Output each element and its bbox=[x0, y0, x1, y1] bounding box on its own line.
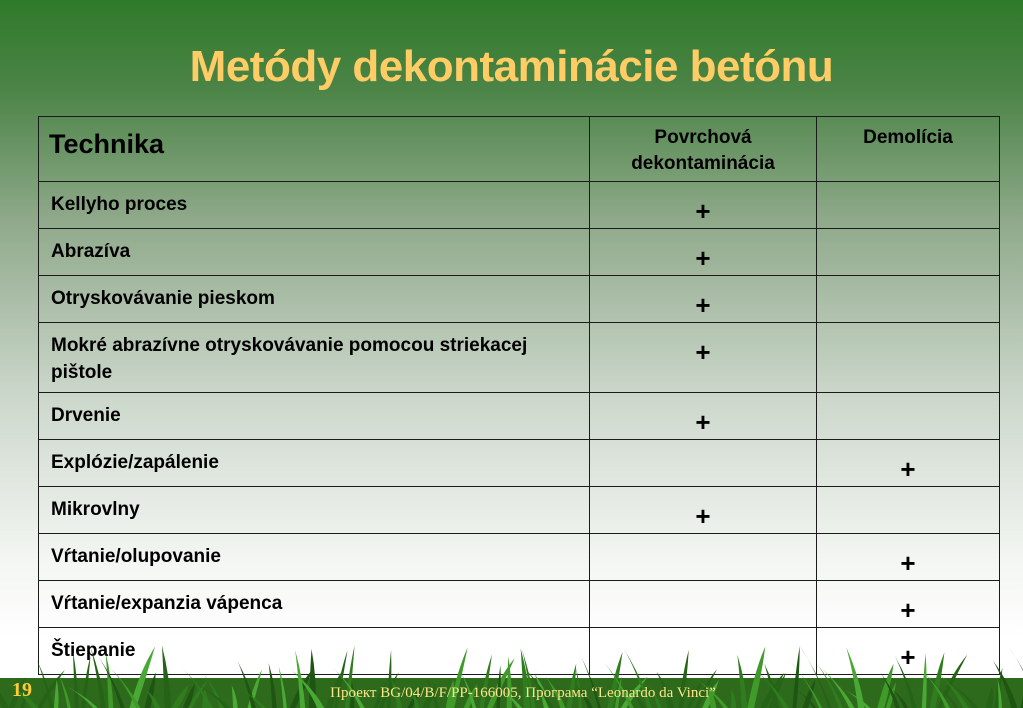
technique-cell: Štiepanie bbox=[39, 628, 590, 675]
technique-cell: Vŕtanie/expanzia vápenca bbox=[39, 581, 590, 628]
table-row bbox=[39, 440, 1000, 487]
table-row bbox=[39, 182, 1000, 229]
header-technique: Technika bbox=[39, 117, 590, 182]
surface-mark: + bbox=[590, 276, 817, 323]
surface-mark: + bbox=[590, 487, 817, 534]
demolition-mark bbox=[817, 393, 1000, 440]
demolition-mark: + bbox=[817, 628, 1000, 675]
demolition-mark: + bbox=[817, 581, 1000, 628]
technique-cell: Mikrovlny bbox=[39, 487, 590, 534]
slide-title: Metódy dekontaminácie betónu bbox=[189, 42, 834, 91]
technique-cell: Kellyho proces bbox=[39, 182, 590, 229]
header-surface-line1: Povrchová bbox=[654, 127, 752, 148]
technique-cell: Otryskovávanie pieskom bbox=[39, 276, 590, 323]
table-row bbox=[39, 229, 1000, 276]
surface-mark bbox=[590, 534, 817, 581]
technique-cell: Vŕtanie/olupovanie bbox=[39, 534, 590, 581]
demolition-mark bbox=[817, 276, 1000, 323]
table-row bbox=[39, 534, 1000, 581]
demolition-mark bbox=[817, 323, 1000, 393]
surface-mark: + bbox=[590, 229, 817, 276]
table-row bbox=[39, 276, 1000, 323]
demolition-mark bbox=[817, 229, 1000, 276]
technique-cell: Explózie/zapálenie bbox=[39, 440, 590, 487]
table-row bbox=[39, 487, 1000, 534]
table-row bbox=[39, 581, 1000, 628]
demolition-mark bbox=[817, 487, 1000, 534]
footer-text: Проект BG/04/B/F/PP-166005, Програма “Leonardo da Vinci” bbox=[330, 685, 716, 701]
table-row bbox=[39, 323, 1000, 393]
decontamination-methods-table bbox=[38, 116, 1000, 675]
surface-mark: + bbox=[590, 393, 817, 440]
surface-mark bbox=[590, 581, 817, 628]
demolition-mark bbox=[817, 182, 1000, 229]
demolition-mark: + bbox=[817, 440, 1000, 487]
header-surface-decontamination bbox=[590, 117, 817, 182]
technique-cell: Mokré abrazívne otryskovávanie pomocou striekacej pištole bbox=[39, 323, 590, 393]
slide-number: 19 bbox=[12, 679, 32, 701]
technique-cell: Abrazíva bbox=[39, 229, 590, 276]
table-row bbox=[39, 393, 1000, 440]
surface-mark: + bbox=[590, 323, 817, 393]
technique-cell: Drvenie bbox=[39, 393, 590, 440]
demolition-mark: + bbox=[817, 534, 1000, 581]
header-surface-line2: dekontaminácia bbox=[631, 153, 775, 174]
header-demolition: Demolícia bbox=[817, 117, 1000, 182]
surface-mark bbox=[590, 440, 817, 487]
surface-mark: + bbox=[590, 182, 817, 229]
table-header-row bbox=[39, 117, 1000, 182]
